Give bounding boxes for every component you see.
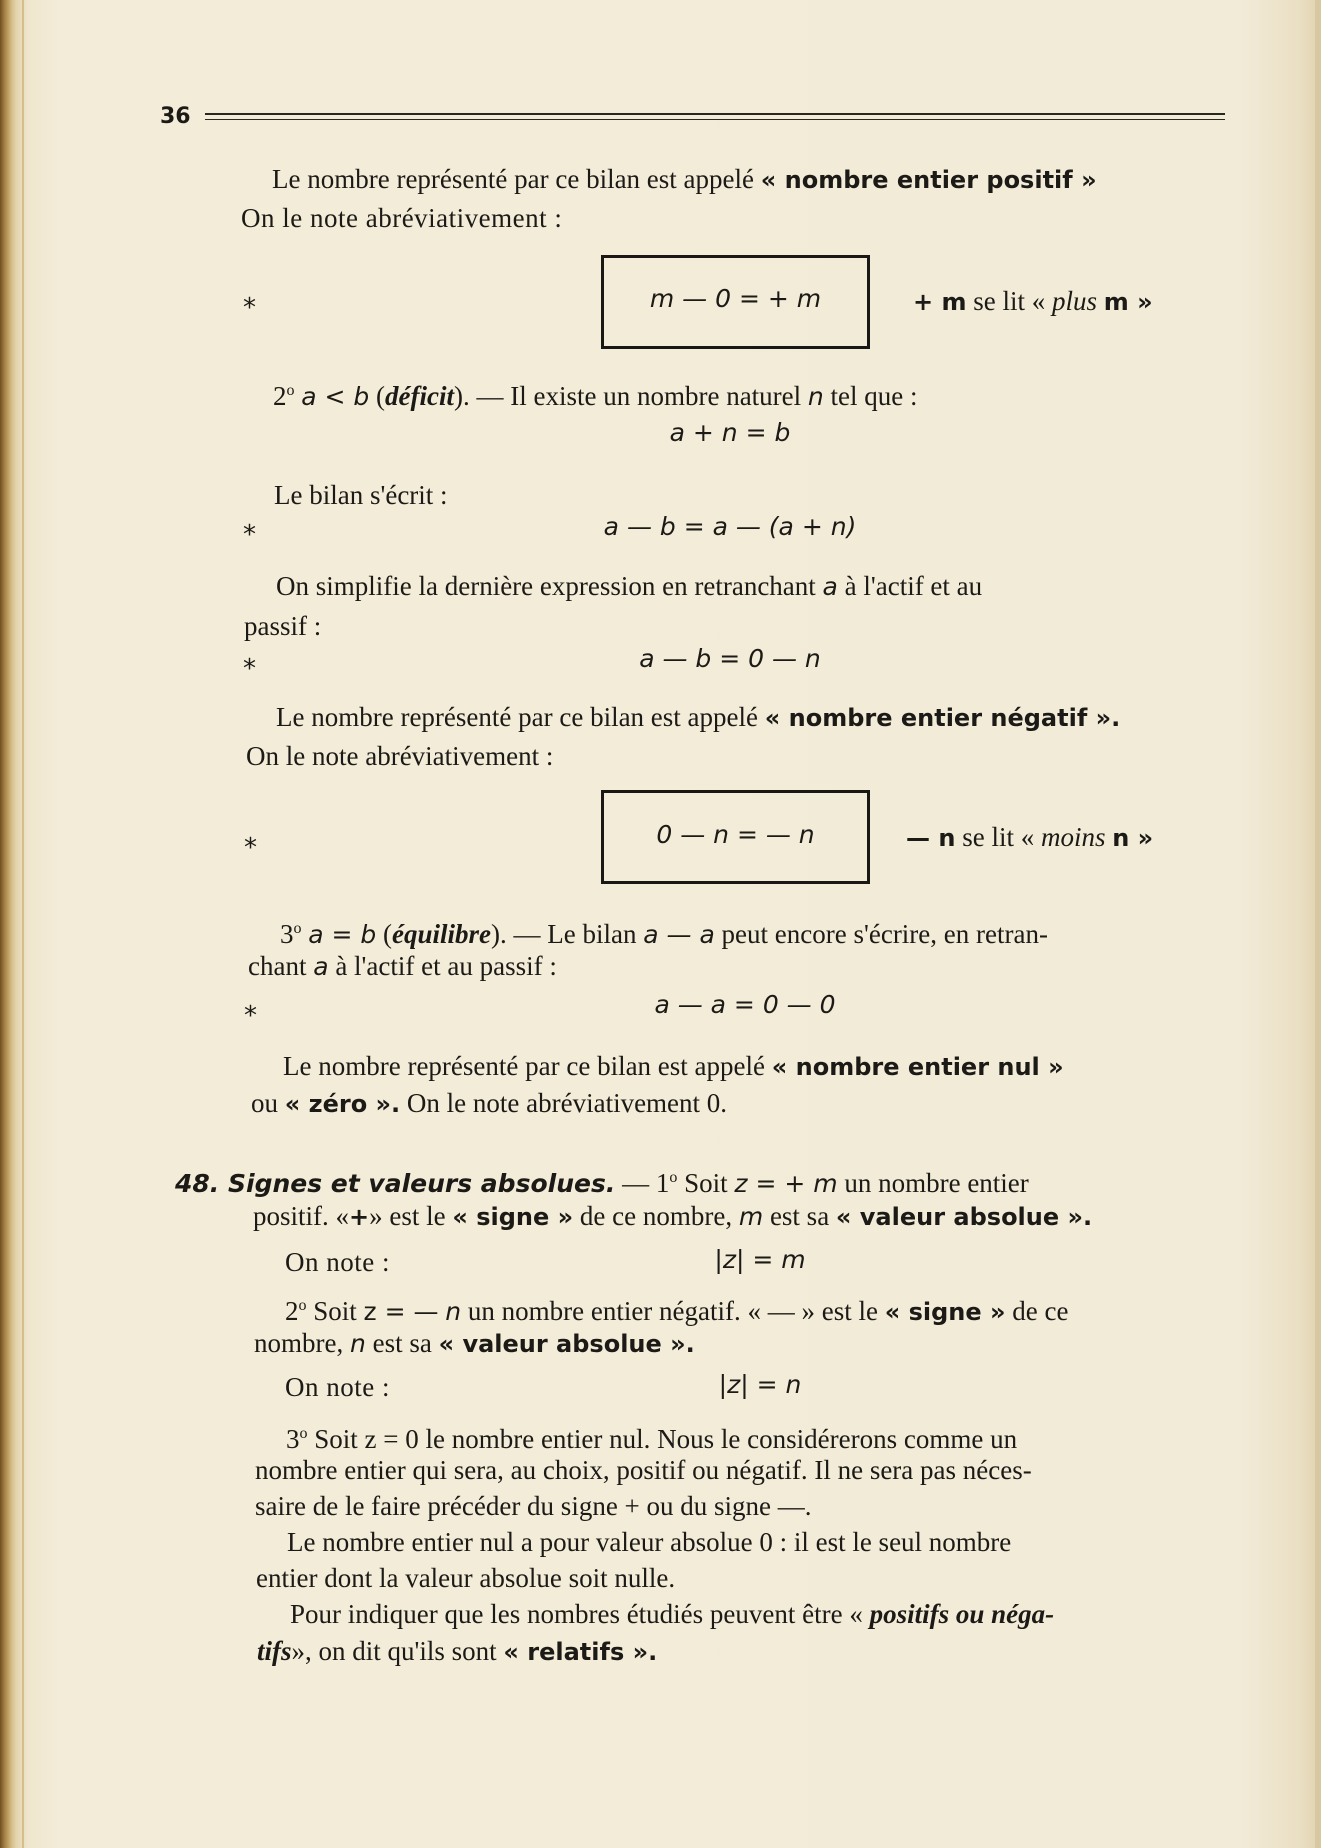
text: ). — Il existe un nombre naturel (454, 381, 802, 411)
text: plus (1051, 286, 1097, 316)
text: chant (248, 951, 307, 981)
paragraph-line: On note : (285, 1247, 390, 1277)
term-positive-integer: « nombre entier positif » (760, 166, 1097, 194)
case-deficit-line (273, 374, 918, 414)
text: 3 (280, 919, 294, 949)
header-rule-thin (205, 119, 1225, 120)
text: n (349, 1329, 366, 1358)
paragraph-line: On note : (285, 1372, 390, 1402)
section-48-line-5 (286, 1417, 1017, 1456)
text: moins (1040, 822, 1106, 852)
asterisk-marker: * (244, 1001, 257, 1031)
term-negative-integer: « nombre entier négatif ». (764, 704, 1121, 732)
text: Pour indiquer que les nombres étudiés peuvent être « (290, 1599, 863, 1629)
text: peut encore s'écrire, en retran- (721, 919, 1048, 949)
text: o (293, 920, 302, 937)
text: a (822, 572, 838, 601)
term-absolute-value: « valeur absolue ». (835, 1203, 1093, 1231)
equation: a — b = a — (a + n) (603, 512, 857, 541)
text: a — a (643, 920, 715, 949)
term-zero-integer: « nombre entier nul » (771, 1053, 1064, 1081)
text: positif. « (253, 1201, 350, 1231)
paragraph-line (276, 700, 1120, 735)
text: Soit (684, 1168, 728, 1198)
text: un nombre entier (844, 1168, 1029, 1198)
text: se lit « (973, 286, 1046, 316)
equation: a — b = 0 — n (639, 644, 821, 673)
asterisk-marker: * (244, 833, 257, 863)
text: 3 (286, 1424, 300, 1454)
text: déficit (385, 381, 454, 411)
text: Le nombre représenté par ce bilan est appelé (272, 164, 755, 194)
text: est sa (372, 1328, 432, 1358)
text: positifs ou néga- (869, 1599, 1055, 1629)
section-48-line-3 (285, 1289, 1068, 1329)
paragraph-line: saire de le faire précéder du signe + ou du signe —. (255, 1491, 812, 1521)
paragraph-line (283, 1049, 1064, 1084)
text: n » (1112, 824, 1154, 852)
text: » est le (369, 1201, 446, 1231)
reading-note (913, 284, 1153, 319)
text: On simplifie la dernière expression en retranchant (276, 571, 816, 601)
section-heading: 48. Signes et valeurs absolues. (175, 1169, 616, 1198)
paragraph-line: nombre entier qui sera, au choix, positif ou négatif. Il ne sera pas néces- (255, 1455, 1032, 1485)
text: Le nombre représenté par ce bilan est appelé (276, 702, 759, 732)
text: o (669, 1169, 678, 1186)
text: ( (383, 919, 393, 949)
term-sign: « signe » (884, 1298, 1006, 1326)
spine-line (22, 0, 24, 1848)
term-relative: « relatifs ». (503, 1638, 658, 1666)
text: équilibre (392, 919, 492, 949)
text: Le nombre représenté par ce bilan est appelé (283, 1051, 766, 1081)
text: + (349, 1203, 370, 1231)
text: — 1 (622, 1168, 670, 1198)
text: ( (376, 381, 386, 411)
page-number: 36 (160, 104, 191, 129)
asterisk-marker: * (243, 293, 256, 323)
text: ou (251, 1088, 278, 1118)
paragraph-line (290, 1597, 1054, 1631)
paragraph-line (272, 162, 1097, 197)
asterisk-marker: * (243, 520, 256, 550)
boxed-formula: m — 0 = + m (649, 284, 822, 313)
asterisk-marker: * (243, 654, 256, 684)
text: o (299, 1425, 308, 1442)
boxed-formula: 0 — n = — n (656, 820, 815, 849)
reading-note (906, 820, 1153, 855)
text: Soit (313, 1296, 357, 1326)
paragraph-line: entier dont la valeur absolue soit nulle. (256, 1563, 676, 1593)
text: à l'actif et au (844, 571, 983, 601)
term-zero: « zéro ». (284, 1090, 401, 1118)
equation: a — a = 0 — 0 (654, 990, 836, 1019)
paragraph-line: On le note abréviativement : (241, 203, 563, 233)
text: o (298, 1297, 307, 1314)
equation: a + n = b (669, 418, 791, 447)
term-absolute-value: « valeur absolue ». (438, 1330, 695, 1358)
text: 2 (285, 1296, 299, 1326)
paragraph-line (257, 1634, 657, 1669)
text: m (738, 1202, 764, 1231)
text: est sa (769, 1201, 830, 1231)
text: z = — (363, 1297, 439, 1326)
text: 2 (273, 381, 287, 411)
text: de ce (1012, 1296, 1069, 1326)
text: a < b (301, 382, 370, 411)
text: On le note abréviativement 0. (406, 1088, 728, 1118)
text: tel que : (830, 381, 918, 411)
text: un nombre entier négatif. « — » est le (467, 1296, 878, 1326)
text: à l'actif et au passif : (335, 951, 557, 981)
paragraph-line (276, 569, 982, 604)
text: n (445, 1297, 462, 1326)
text: de ce nombre, (579, 1201, 733, 1231)
section-48-line-4 (254, 1326, 695, 1361)
case-equilibrium-line-2 (248, 949, 557, 984)
equation: |z| = m (714, 1245, 806, 1274)
paragraph-line: Le bilan s'écrit : (274, 480, 448, 510)
equation: |z| = n (718, 1370, 802, 1399)
text: », on dit qu'ils sont (291, 1636, 497, 1666)
text: — n (906, 824, 956, 852)
section-48-line-1 (175, 1161, 1029, 1201)
text: se lit « (962, 822, 1035, 852)
text: nombre, (254, 1328, 344, 1358)
text: n (807, 382, 824, 411)
page-edge (1315, 0, 1321, 1848)
section-48-line-2 (253, 1199, 1092, 1234)
text: a = b (308, 920, 377, 949)
term-sign: « signe » (452, 1203, 574, 1231)
text: z = + m (734, 1169, 838, 1198)
text: o (286, 382, 295, 399)
book-spine-shadow (0, 0, 16, 1848)
text: + m (913, 288, 967, 316)
paragraph-line (251, 1086, 727, 1121)
text: Soit z = 0 le nombre entier nul. Nous le considérerons comme un (314, 1424, 1018, 1454)
header-rule (205, 113, 1225, 115)
paragraph-line: On le note abréviativement : (246, 741, 554, 771)
text: ). — Le bilan (491, 919, 637, 949)
text: a (313, 952, 329, 981)
text: m » (1103, 288, 1153, 316)
case-equilibrium-line (280, 912, 1048, 952)
paragraph-line: Le nombre entier nul a pour valeur absolue 0 : il est le seul nombre (287, 1527, 1012, 1557)
text: tifs (257, 1636, 292, 1666)
paragraph-line: passif : (244, 611, 322, 641)
